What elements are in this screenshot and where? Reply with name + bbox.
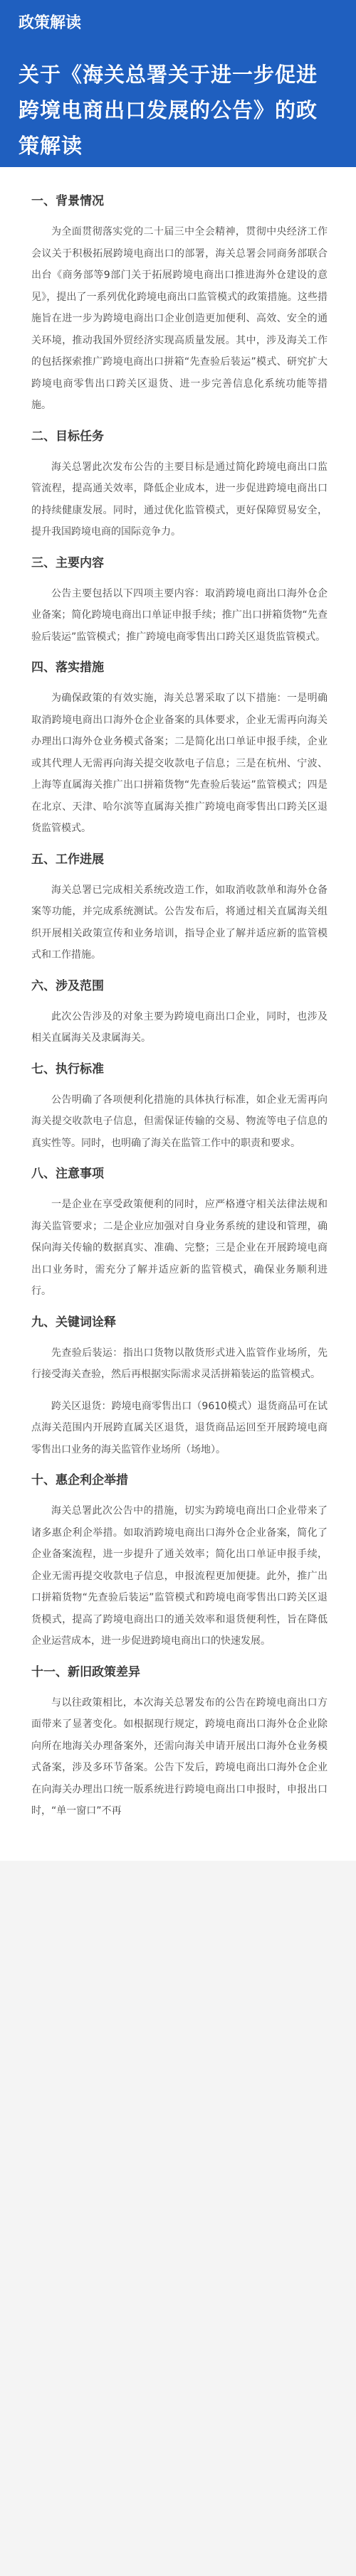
section-title: 六、涉及范围: [31, 978, 104, 993]
paragraph: 为确保政策的有效实施，海关总署采取了以下措施：一是明确取消跨境电商出口海外仓企业备案的具体要求，企业无需再向海关办理出口海外仓业务模式备案；二是简化出口单证申报手续，企业或其代理人无需再向海关提交收款电子信息；三是在杭州、宁波、上海等直属海关推广出口拼箱货物“先查验后装运”监管模式；四是在北京、天津、哈尔滨等直属海关推广跨境电商零售出口跨关区退货监管模式。: [31, 693, 328, 834]
section-title: 七、执行标准: [31, 1062, 104, 1076]
section-title: 三、主要内容: [31, 555, 104, 570]
article-header: [0, 0, 356, 167]
section-title: 八、注意事项: [31, 1167, 104, 1181]
paragraph: 公告明确了各项便利化措施的具体执行标准，如企业无需再向海关提交收款电子信息，但需保证传输的交易、物流等电子信息的真实性等。同时，也明确了海关在监管工作中的职责和要求。: [31, 1094, 328, 1149]
section-progress: [31, 850, 328, 966]
section-goals: [31, 427, 328, 543]
article-title: 关于《海关总署关于进一步促进跨境电商出口发展的公告》的政策解读: [19, 63, 318, 158]
section-background: [31, 191, 328, 417]
paragraph: 海关总署此次公告中的措施，切实为跨境电商出口企业带来了诸多惠企利企举措。如取消跨境电商出口海外仓企业备案，简化了企业备案流程，进一步提升了通关效率；简化出口单证申报手续，企业无需再提交收款电子信息，申报流程更加便捷。此外，推广出口拼箱货物“先查验后装运”监管模式和跨境电商零售出口跨关区退货模式，提高了跨境电商出口的通关效率和退货便利性，旨在降低企业运营成本，进一步促进跨境电商出口的快速发展。: [31, 1505, 328, 1647]
paragraph: 此次公告涉及的对象主要为跨境电商出口企业，同时，也涉及相关直属海关及隶属海关。: [31, 1010, 328, 1044]
article-body: [0, 167, 356, 1861]
paragraph: 一是企业在享受政策便利的同时，应严格遵守相关法律法规和海关监管要求；二是企业应加强对自身业务系统的建设和管理，确保向海关传输的数据真实、准确、完整；三是企业在开展跨境电商出口业务时，需充分了解并适应新的监管模式，确保业务顺利进行。: [31, 1199, 328, 1297]
section-title: 十一、新旧政策差异: [31, 1664, 140, 1679]
section-title: 二、目标任务: [31, 429, 104, 444]
paragraph: 公告主要包括以下四项主要内容：取消跨境电商出口海外仓企业备案；简化跨境电商出口单证申报手续；推广出口拼箱货物“先查验后装运”监管模式；推广跨境电商零售出口跨关区退货监管模式。: [31, 587, 328, 643]
section-policy-differences: [31, 1662, 328, 1822]
section-title: 十、惠企利企举措: [31, 1473, 128, 1487]
paragraph: 海关总署此次发布公告的主要目标是通过简化跨境电商出口监管流程，提高通关效率，降低企业成本，进一步促进跨境电商出口的持续健康发展。同时，通过优化监管模式，更好保障贸易安全，提升我国跨境电商的国际竞争力。: [31, 461, 328, 538]
section-keywords: [31, 1313, 328, 1461]
paragraph: 与以往政策相比，本次海关总署发布的公告在跨境电商出口方面带来了显著变化。如根据现行规定，跨境电商出口海外仓企业除向所在地海关办理备案外，还需向海关申请开展出口海外仓业务模式备案，涉及多环节备案。公告下发后，跨境电商出口海外仓企业在向海关办理出口统一版系统进行跨境电商出口申报时，申报出口时，“单一窗口”不再: [31, 1696, 328, 1817]
paragraph: 跨关区退货：跨境电商零售出口（9610模式）退货商品可在试点海关范围内开展跨直属关区退货，退货商品运回至开展跨境电商零售出口业务的海关监管作业场所（场地）。: [31, 1400, 328, 1455]
section-measures: [31, 658, 328, 840]
section-notes: [31, 1164, 328, 1303]
section-title: 九、关键词诠释: [31, 1315, 116, 1330]
section-scope: [31, 976, 328, 1049]
paragraph: 为全面贯彻落实党的二十届三中全会精神，贯彻中央经济工作会议关于积极拓展跨境电商出口的部署，海关总署会同商务部联合出台《商务部等9部门关于拓展跨境电商出口推进海外仓建设的意见》，提出了一系列优化跨境电商出口监管模式的政策措施。这些措施旨在进一步为跨境电商出口企业创造更加便利、高效、安全的通关环境，推动我国外贸经济实现高质量发展。其中，涉及海关工作的包括探索推广跨境电商出口拼箱“先查验后装运”模式、研究扩大跨境电商零售出口跨关区退货、进一步完善信息化系统功能等措施。: [31, 226, 328, 411]
category-tag: 政策解读: [19, 14, 82, 32]
section-main-content: [31, 553, 328, 648]
section-title: 五、工作进展: [31, 852, 104, 867]
section-benefits: [31, 1470, 328, 1652]
section-standards: [31, 1059, 328, 1155]
paragraph: 海关总署已完成相关系统改造工作，如取消收款单和海外仓备案等功能，并完成系统测试。公告发布后，将通过相关直属海关组织开展相关政策宣传和业务培训，指导企业了解并适应新的监管模式和工作措施。: [31, 884, 328, 961]
section-title: 一、背景情况: [31, 194, 104, 208]
section-title: 四、落实措施: [31, 661, 104, 675]
paragraph: 先查验后装运：指出口货物以散货形式进入监管作业场所，先行接受海关查验，然后再根据实际需求灵活拼箱装运的监管模式。: [31, 1347, 328, 1380]
